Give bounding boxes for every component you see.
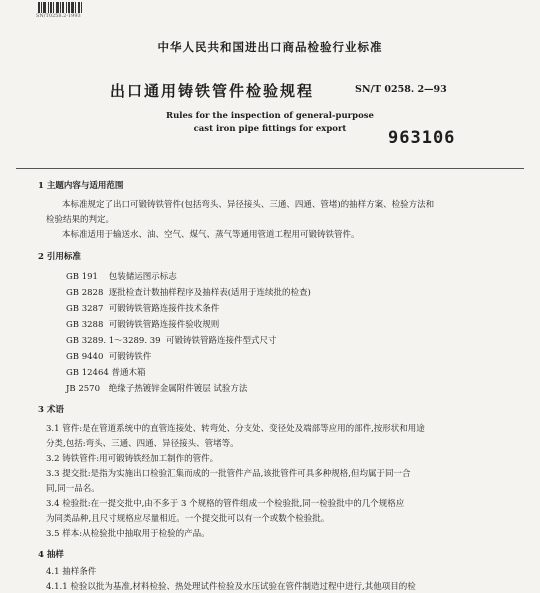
barcode-image	[38, 2, 96, 13]
english-title	[0, 110, 540, 136]
stamp-number: 963106	[388, 128, 456, 148]
reference-item: GB 12464 普通木箱	[66, 368, 146, 378]
clause-4-1-1: 4.1.1 检验以批为基准,材料检验、热处理试件检验及水压试验在管件制造过程中进行,其他项目的检	[46, 582, 416, 592]
reference-item: GB 2828 逐批检查计数抽样程序及抽样表(适用于连续批的检查)	[66, 288, 311, 298]
term-3-5: 3.5 样本:从检验批中抽取用于检验的产品。	[46, 529, 210, 539]
section-1-para-1-line-1: 本标准规定了出口可锻铸铁管件(包括弯头、异径接头、三通、四通、管堵)的抽样方案、检验方法和	[62, 200, 435, 210]
reference-item: GB 191 包装储运图示标志	[66, 272, 177, 282]
subsection-4-1-heading: 4.1 抽样条件	[46, 567, 97, 577]
term-3-2: 3.2 铸铁管件:用可锻铸铁经加工制作的管件。	[46, 454, 219, 464]
section-4-heading: 4 抽样	[38, 550, 64, 560]
term-3-3-line-2: 同,同一品名。	[46, 484, 100, 494]
reference-item: GB 3288 可锻铸铁管路连接件验收规则	[66, 320, 220, 330]
term-3-4-line-1: 3.4 检验批:在一提交批中,由不多于 3 个规格的管件组成一个检验批,同一检验批中的几个规格应	[46, 499, 405, 509]
reference-item: GB 9440 可锻铸铁件	[66, 352, 152, 362]
english-title-line-2: cast iron pipe fittings for export	[193, 124, 347, 134]
section-3-heading: 3 术语	[38, 405, 64, 415]
document-title: 出口通用铸铁管件检验规程	[110, 82, 315, 100]
section-2-heading: 2 引用标准	[38, 252, 81, 262]
standard-number: SN/T 0258. 2—93	[355, 84, 447, 95]
term-3-1-line-2: 分类,包括:弯头、三通、四通、异径接头、管堵等。	[46, 439, 239, 449]
section-1-heading: 1 主题内容与适用范围	[38, 181, 124, 191]
reference-item: GB 3287 可锻铸铁管路连接件技术条件	[66, 304, 220, 314]
header-divider	[16, 168, 524, 169]
reference-item: GB 3289. 1～3289. 39 可锻铸铁管路连接件型式尺寸	[66, 336, 277, 346]
section-1-para-1-line-2: 检验结果的判定。	[46, 215, 115, 225]
document-code-small: SN/T0258.2-1993	[36, 13, 81, 19]
reference-item: JB 2570 绝缘子热镀锌金属附件镀层 试验方法	[66, 384, 248, 394]
term-3-4-line-2: 为同类品种,且尺寸规格应尽量相近。一个提交批可以有一个或数个检验批。	[46, 514, 330, 524]
term-3-3-line-1: 3.3 提交批:是指为实施出口检验汇集而成的一批管件产品,该批管件可具多种规格,但均属于同一合	[46, 469, 411, 479]
term-3-1-line-1: 3.1 管件:是在管道系统中的直管连接处、转弯处、分支处、变径处及端部等应用的部件,按形状和用途	[46, 424, 425, 434]
section-1-para-2: 本标准适用于输送水、油、空气、煤气、蒸气等通用管道工程用可锻铸铁管件。	[62, 230, 360, 240]
issuing-organization: 中华人民共和国进出口商品检验行业标准	[157, 40, 383, 54]
english-title-line-1: Rules for the inspection of general-purpose	[166, 111, 374, 121]
